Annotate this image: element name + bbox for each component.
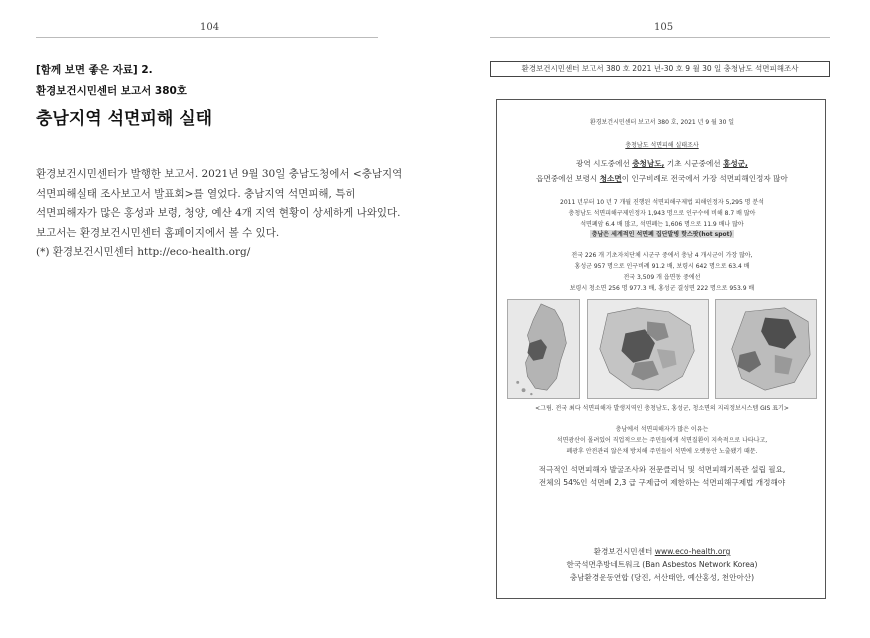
doc-stat2-line: 보령시 청소면 256 명 977.3 배, 홍성군 결성면 222 명으로 953.9 배 xyxy=(569,285,755,292)
korea-map-image xyxy=(507,299,580,399)
doc-stat2-line: 전국 3,509 개 읍면동 중에선 xyxy=(623,274,701,281)
doc-org-2: 한국석면추방네트워크 (Ban Asbestos Network Korea) xyxy=(566,560,758,569)
doc-stat-line: 2011 년부터 10 년 7 개월 진행된 석면피해구제법 피해인정자 5,295 명 분석 xyxy=(560,199,764,206)
doc-reason-line: 충남에서 석면피해자가 많은 이유는 xyxy=(615,426,709,433)
doc-stat2-line: 전국 226 개 기초자치단체 시군구 중에서 충남 4 개시군이 가장 많아, xyxy=(571,252,753,259)
headline-text: 광역 시도중에선 xyxy=(576,159,633,168)
doc-org-1 xyxy=(497,546,827,557)
body-line: 환경보건시민센터가 발행한 보고서. 2021년 9월 30일 충남도청에서 <충남지역 xyxy=(36,168,403,180)
left-article xyxy=(36,62,403,263)
headline-text: 이 인구비례로 전국에서 가장 석면피해인정자 많아 xyxy=(621,174,788,183)
doc-stat-line: 충청남도 석면피해구제인정자 1,943 명으로 인구수에 비해 8.7 배 많아 xyxy=(568,210,756,217)
doc-highlight-line xyxy=(497,229,827,238)
article-subtitle: 환경보건시민센터 보고서 380호 xyxy=(36,85,187,97)
doc-stat-line: 석면폐암 6.4 배 많고, 석면폐는 1,606 명으로 11.9 배나 많아 xyxy=(580,221,744,228)
figure-caption: <그림. 전국 최다 석면피해자 발생지역인 충청남도, 홍성군, 청소면의 지리정보시스템 GIS 표기> xyxy=(535,405,789,412)
body-line: 석면피해자가 많은 홍성과 보령, 청양, 예산 4개 지역 현황이 상세하게 나와있다. xyxy=(36,207,401,219)
body-line: 보고서는 환경보건시민센터 홈페이지에서 볼 수 있다. xyxy=(36,226,280,239)
chungnam-map-image xyxy=(587,299,709,399)
headline-emph: 청소면 xyxy=(599,174,622,183)
left-header-rule xyxy=(36,37,378,38)
article-title: 충남지역 석면피해 실태 xyxy=(36,109,213,129)
headline-emph: 충청남도, xyxy=(632,159,665,168)
headline-text: 기초 시군중에선 xyxy=(664,159,724,168)
body-line: (*) 환경보건시민센터 http://eco-health.org/ xyxy=(36,246,251,258)
gis-map-figures xyxy=(507,299,817,399)
report-document xyxy=(496,99,826,599)
doc-org-3: 충남환경운동연합 (당진, 서산태안, 예산홍성, 천안아산) xyxy=(569,573,755,582)
left-page-number: 104 xyxy=(200,22,220,33)
doc-highlight: 충남은 세계적인 석면폐 집단발병 핫스팟(hot spot) xyxy=(591,231,733,238)
org1-url-link[interactable]: www.eco-health.org xyxy=(654,547,731,556)
doc-header: 환경보건시민센터 보고서 380 호, 2021 년 9 월 30 일 xyxy=(589,119,735,126)
article-tag: [함께 보면 좋은 자료] 2. xyxy=(36,64,153,76)
headline-text: 읍면중에선 보령시 xyxy=(536,174,600,183)
report-header-box: 환경보건시민센터 보고서 380 호 2021 년-30 호 9 월 30 일 충청남도 석면피해조사 xyxy=(490,61,830,77)
doc-demand-line: 전체의 54%인 석면폐 2,3 급 구제급여 제한하는 석면피해구제법 개정해야 xyxy=(538,478,786,487)
article-body xyxy=(36,165,403,263)
doc-stat2-line: 홍성군 957 명으로 인구비례 91.2 배, 보령시 642 명으로 63.4 배 xyxy=(574,263,750,270)
doc-demand-line: 적극적인 석면피해자 발굴조사와 전문클리닉 및 석면피해기록관 설립 필요, xyxy=(538,465,786,474)
right-page-number: 105 xyxy=(654,22,674,33)
org1-name: 환경보건시민센터 xyxy=(593,547,655,556)
doc-report-title: 충청남도 석면피해 실태조사 xyxy=(625,142,699,149)
doc-headline-2 xyxy=(497,173,827,184)
boryeong-map-image xyxy=(715,299,817,399)
doc-reason-line: 폐광후 안전관리 않은채 방치해 주민들이 석면에 오랫동안 노출됐기 때문. xyxy=(566,448,758,455)
doc-reason-line: 석면광산이 몰려있어 직업적으로는 주민들에게 석면질환이 지속적으로 나타나고, xyxy=(556,437,768,444)
right-header-rule xyxy=(490,37,830,38)
headline-emph: 홍성군, xyxy=(723,159,748,168)
doc-headline-1 xyxy=(497,158,827,169)
body-line: 석면피해실태 조사보고서 발표회>를 열었다. 충남지역 석면피해, 특히 xyxy=(36,187,356,200)
